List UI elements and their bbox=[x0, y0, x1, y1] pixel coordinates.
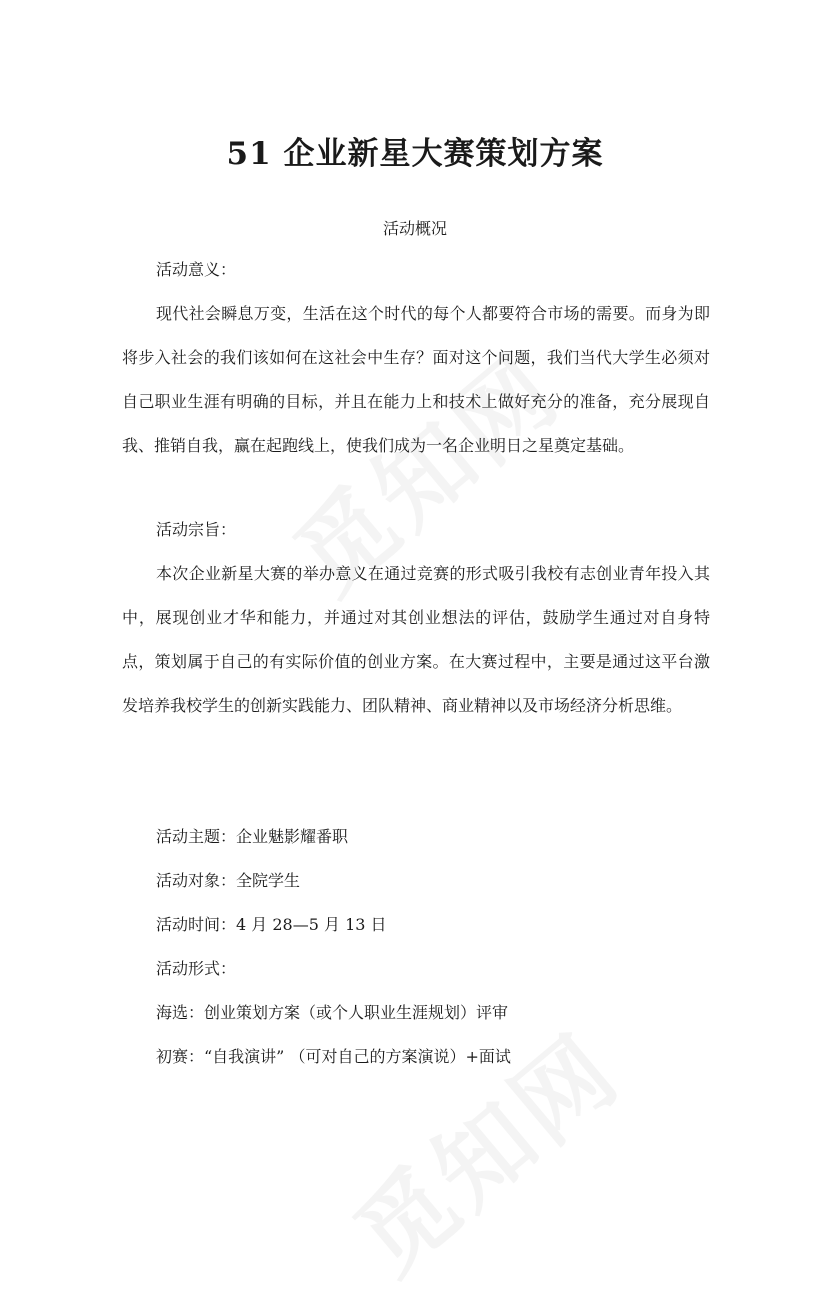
significance-paragraph: 现代社会瞬息万变，生活在这个时代的每个人都要符合市场的需要。而身为即将步入社会的我们该如何在这社会中生存？面对这个问题，我们当代大学生必须对自己职业生涯有明确的目标，并且在能力上和技术上做好充分的准备，充分展现自我、推销自我，赢在起跑线上，使我们成为一名企业明日之星奠定基础。 bbox=[122, 304, 710, 455]
activity-info-list bbox=[122, 815, 710, 1079]
section-heading: 活动概况 bbox=[382, 219, 447, 238]
info-audience: 活动对象：全院学生 bbox=[156, 871, 301, 890]
purpose-section bbox=[122, 508, 710, 552]
purpose-paragraph: 本次企业新星大赛的举办意义在通过竞赛的形式吸引我校有志创业青年投入其中，展现创业才华和能力，并通过对其创业想法的评估，鼓励学生通过对自身特点，策划属于自己的有实际价值的创业方案。在大赛过程中，主要是通过这平台激发培养我校学生的创新实践能力、团队精神、商业精神以及市场经济分析思维。 bbox=[122, 564, 710, 715]
significance-body bbox=[122, 292, 710, 468]
document-title: 51 企业新星大赛策划方案 bbox=[226, 136, 604, 172]
info-time: 活动时间：4 月 28—5 月 13 日 bbox=[156, 915, 387, 934]
info-format: 活动形式： bbox=[156, 959, 237, 978]
purpose-body bbox=[122, 552, 710, 728]
purpose-label: 活动宗旨： bbox=[156, 520, 237, 539]
info-theme: 活动主题：企业魅影耀番职 bbox=[156, 827, 349, 846]
info-preliminary: 初赛：“自我演讲” （可对自己的方案演说）+面试 bbox=[156, 1047, 511, 1066]
significance-section bbox=[122, 248, 710, 292]
info-audition: 海选：创业策划方案（或个人职业生涯规划）评审 bbox=[156, 1003, 509, 1022]
significance-label: 活动意义： bbox=[156, 260, 237, 279]
